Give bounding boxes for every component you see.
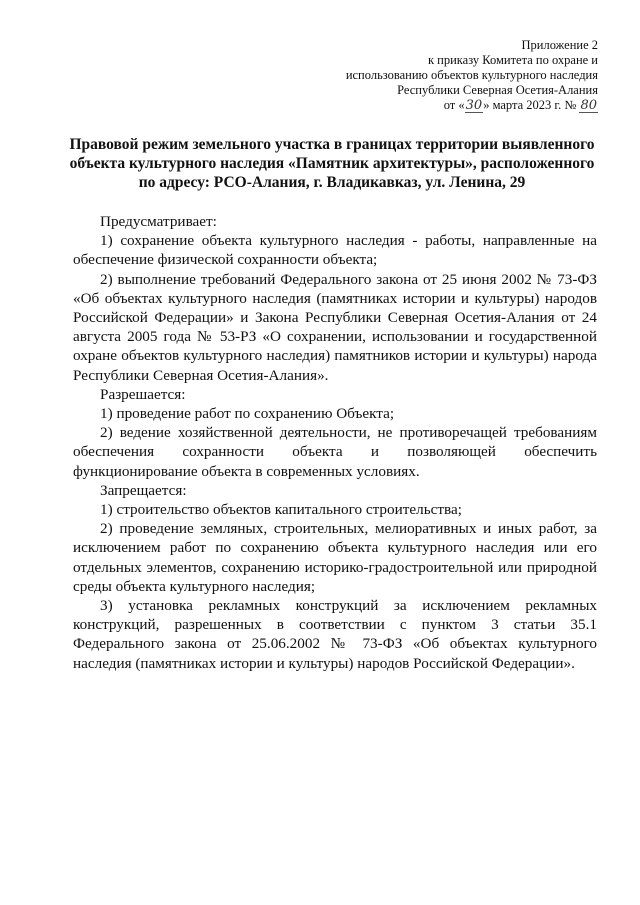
appendix-header (298, 38, 598, 113)
title-line-3: по адресу: РСО-Алания, г. Владикавказ, ул. Ленина, 29 (138, 174, 526, 191)
forbidden-item-1: 1) строительство объектов капитального строительства; (100, 501, 462, 519)
allowed-item-2: 2) ведение хозяйственной деятельности, не противоречащей требованиям обеспечения сохранности объекта и позволяющей обеспечить функционирование объекта в современных условиях. (73, 424, 597, 480)
forbidden-item-2: 2) проведение земляных, строительных, мелиоративных и иных работ, за исключением работ по сохранению объекта культурного наследия или его отдельных элементов, сохранению историко-градостроительной или природной среды объекта культурного наследия; (73, 520, 597, 595)
allowed-heading: Разрешается: (100, 385, 186, 403)
date-middle: » марта 2023 г. № (483, 98, 577, 112)
appendix-republic: Республики Северная Осетия-Алания (397, 83, 598, 97)
provides-heading: Предусматривает: (100, 213, 217, 230)
document-title (62, 135, 602, 192)
appendix-date-line (298, 98, 598, 113)
handwritten-day: 30 (465, 98, 483, 113)
forbidden-heading: Запрещается: (100, 481, 187, 499)
provides-item-1: 1) сохранение объекта культурного наследия - работы, направленные на обеспечение физической сохранности объекта; (73, 232, 597, 269)
date-prefix: от « (443, 98, 465, 112)
provides-item-2: 2) выполнение требований Федерального закона от 25 июня 2002 № 73-ФЗ «Об объектах культурного наследия (памятниках истории и культуры) народов Российской Федерации» и Закона Республики Северная Осетия-Алания от 24 августа 2005 года № 53-РЗ «О сохранении, использовании и государственной охране объектов культурного наследия) памятников истории и культуры) народа Республики Северная Осетия-Алания». (73, 270, 597, 384)
appendix-order-ref: к приказу Комитета по охране и (427, 53, 598, 67)
forbidden-item-3: 3) установка рекламных конструкций за исключением рекламных конструкций, разрешенных в соответствии с пунктом 3 статьи 35.1 Федерального закона от 25.06.2002 № 73-ФЗ «Об объектах культурного наследия (памятниках истории и культуры) народов Российской Федерации». (73, 597, 597, 672)
allowed-item-1: 1) проведение работ по сохранению Объекта; (100, 405, 395, 423)
handwritten-order-number: 80 (580, 98, 597, 113)
title-line-2: объекта культурного наследия «Памятник архитектуры», расположенного (69, 155, 595, 172)
title-line-1: Правовой режим земельного участка в границах территории выявленного (69, 136, 595, 153)
appendix-committee: использованию объектов культурного наследия (345, 68, 598, 82)
document-body (73, 212, 597, 673)
appendix-number: Приложение 2 (521, 38, 598, 52)
